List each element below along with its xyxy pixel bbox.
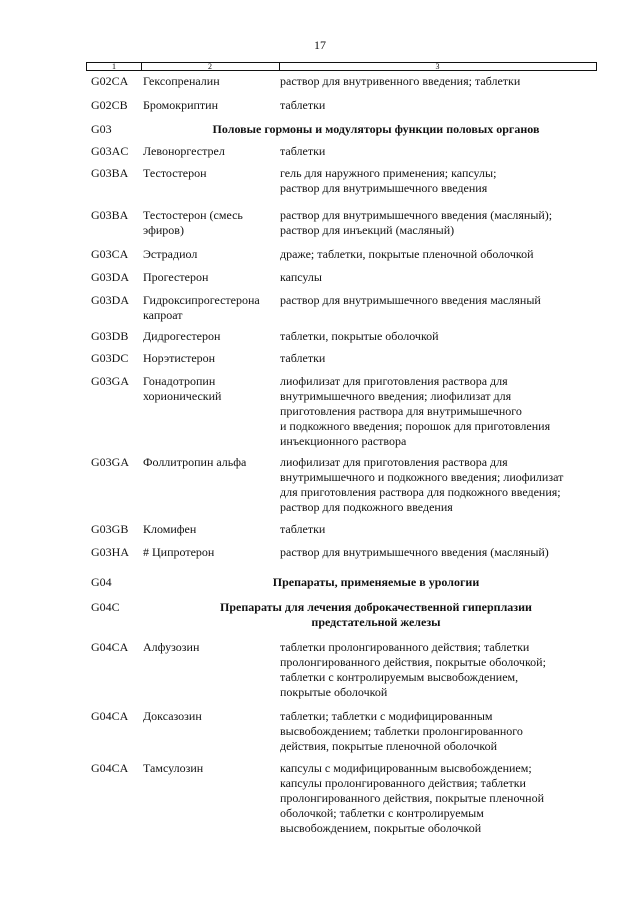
atc-code: G03GB (91, 522, 129, 536)
page-number: 17 (314, 38, 326, 52)
dosage-form: капсулы (280, 270, 322, 284)
atc-code: G03GA (91, 374, 129, 388)
drug-name: Эстрадиол (143, 247, 198, 261)
group-title: Препараты для лечения доброкачественной гиперплазии предстательной железы (220, 600, 532, 629)
atc-code: G03CA (91, 247, 129, 261)
dosage-form: таблетки (280, 351, 326, 365)
dosage-form: лиофилизат для приготовления раствора для внутримышечного введения; лиофилизат для приготовления раствора для внутримышечного и подкожного введения; порошок для приготовления инъекционного раствора (280, 374, 551, 448)
atc-code: G03DA (91, 293, 129, 307)
atc-code: G03DA (91, 270, 129, 284)
drug-name: Доксазозин (143, 709, 202, 723)
dosage-form: таблетки (280, 144, 326, 158)
dosage-form: раствор для внутримышечного введения (масляный); раствор для инъекций (масляный) (280, 208, 553, 237)
dosage-form: таблетки пролонгированного действия; таблетки пролонгированного действия, покрытые оболочкой; таблетки с контролируемым высвобождением, покрытые оболочкой (280, 640, 546, 699)
column-header-2: 2 (208, 62, 212, 71)
atc-code: G03BA (91, 166, 129, 180)
drug-name: Левоноргестрел (143, 144, 225, 158)
atc-code: G03GA (91, 455, 129, 469)
drug-name: # Ципротерон (143, 545, 215, 559)
atc-code: G04C (91, 600, 120, 614)
dosage-form: раствор для внутримышечного введения (масляный) (280, 545, 549, 559)
drug-name: Гонадотропин хорионический (143, 374, 222, 403)
drug-name: Алфузозин (143, 640, 200, 654)
dosage-form: таблетки, покрытые оболочкой (280, 329, 439, 343)
atc-code: G02CB (91, 98, 128, 112)
column-header-row (86, 62, 597, 71)
group-title: Препараты, применяемые в урологии (272, 575, 480, 589)
atc-code: G03DC (91, 351, 129, 365)
atc-code: G04CA (91, 709, 129, 723)
dosage-form: капсулы с модифицированным высвобождением; капсулы пролонгированного действия; таблетки пролонгированного действия, покрытые пленочной оболочкой; таблетки с контролируемым высвобождением, покрытые оболочкой (280, 761, 545, 835)
dosage-form: таблетки; таблетки с модифицированным высвобождением; таблетки пролонгированного действия, покрытые пленочной оболочкой (280, 709, 523, 753)
drug-name: Норэтистерон (143, 351, 216, 365)
atc-code: G03HA (91, 545, 129, 559)
atc-code: G04CA (91, 761, 129, 775)
column-header-1: 1 (112, 62, 116, 71)
drug-name: Тестостерон (смесь эфиров) (143, 208, 243, 237)
dosage-form: драже; таблетки, покрытые пленочной оболочкой (280, 247, 534, 261)
atc-code: G04 (91, 575, 112, 589)
drug-name: Бромокриптин (143, 98, 219, 112)
group-title: Половые гормоны и модуляторы функции половых органов (212, 122, 540, 136)
atc-code: G03BA (91, 208, 129, 222)
dosage-form: таблетки (280, 522, 326, 536)
column-header-3: 3 (435, 62, 440, 71)
dosage-form: раствор для внутримышечного введения масляный (280, 293, 541, 307)
drug-name: Гидроксипрогестерона капроат (143, 293, 260, 322)
drug-name: Дидрогестерон (143, 329, 221, 343)
drug-name: Тестостерон (143, 166, 207, 180)
atc-code: G02CA (91, 74, 129, 88)
drug-name: Тамсулозин (143, 761, 204, 775)
drug-name: Фоллитропин альфа (143, 455, 247, 469)
drug-name: Прогестерон (143, 270, 209, 284)
dosage-form: лиофилизат для приготовления раствора для внутримышечного и подкожного введения; лиофилизат для приготовления раствора для подкожного введения; раствор для подкожного введения (280, 455, 564, 514)
dosage-form: гель для наружного применения; капсулы; раствор для внутримышечного введения (280, 166, 497, 195)
atc-code: G03 (91, 122, 112, 136)
dosage-form: раствор для внутривенного введения; таблетки (280, 74, 521, 88)
dosage-form: таблетки (280, 98, 326, 112)
atc-code: G03AC (91, 144, 129, 158)
atc-code: G04CA (91, 640, 129, 654)
atc-code: G03DB (91, 329, 129, 343)
drug-name: Кломифен (143, 522, 197, 536)
drug-name: Гексопреналин (143, 74, 220, 88)
